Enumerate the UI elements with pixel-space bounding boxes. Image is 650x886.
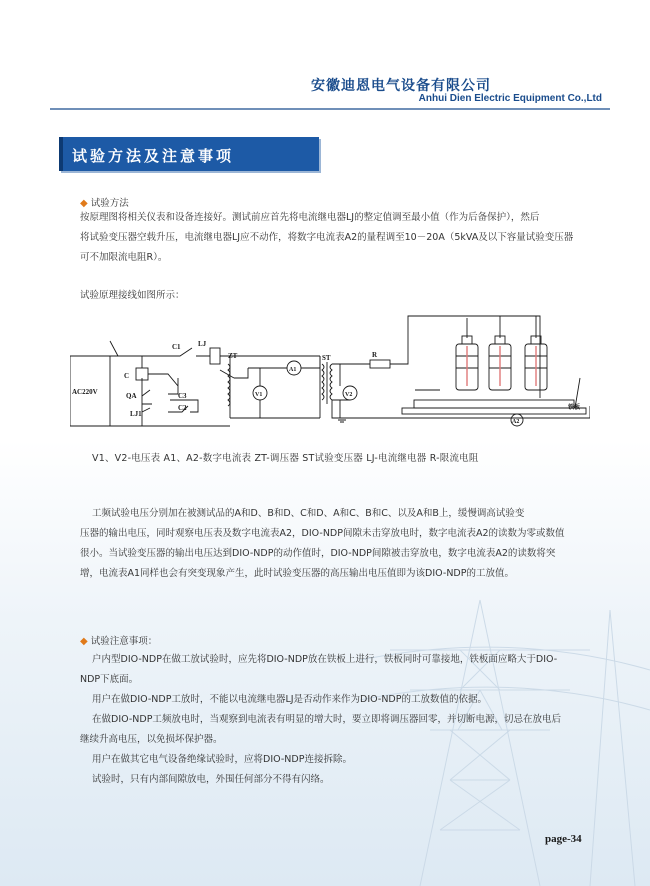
note-line: 用户在做DIO-NDP工放时，不能以电流继电器LJ是否动作来作为DIO-NDP的工放数值的依据。	[92, 694, 487, 705]
label-qa: QA	[126, 392, 137, 400]
company-name-en: Anhui Dien Electric Equipment Co.,Ltd	[418, 93, 602, 104]
diagram-intro: 试验原理接线如图所示：	[80, 290, 185, 301]
label-lj1: LJ1	[130, 410, 142, 418]
method-line: 可不加限流电阻R）。	[80, 252, 168, 263]
label-a1: A1	[289, 367, 297, 373]
label-c3: C3	[178, 392, 187, 400]
body-line: 压器的输出电压，同时观察电压表及数字电流表A2，DIO-NDP间隙未击穿放电时，数字电流表A2的读数为零或数值	[80, 528, 565, 539]
label-a2: A2	[512, 419, 520, 425]
method-line: 将试验变压器空载升压，电流继电器LJ应不动作，将数字电流表A2的量程调至10－20A（5kVA及以下容量试验变压器	[80, 232, 574, 243]
diamond-bullet-icon: ◆	[80, 636, 88, 647]
label-c2: C2	[178, 404, 187, 412]
method-line: 按原理图将相关仪表和设备连接好。测试前应首先将电流继电器LJ的整定值调至最小值（作为后备保护），然后	[80, 212, 540, 223]
note-line: 在做DIO-NDP工频放电时，当观察到电流表有明显的增大时，要立即将调压器回零，并切断电源，切忌在放电后	[92, 714, 561, 725]
label-zt: ZT	[228, 352, 238, 360]
body-line: 很小。当试验变压器的输出电压达到DIO-NDP的动作值时，DIO-NDP间隙被击穿放电，数字电流表A2的读数将突	[80, 548, 556, 559]
notes-heading-row	[80, 633, 157, 647]
label-ac220v: AC220V	[72, 388, 98, 396]
method-paragraph	[80, 208, 592, 268]
method-heading-row	[80, 195, 129, 209]
label-lj: LJ	[198, 340, 207, 348]
section-title: 试验方法及注意事项	[72, 147, 235, 165]
header-divider	[50, 108, 610, 110]
label-v2: V2	[345, 392, 353, 398]
company-name-cn: 安徽迪恩电气设备有限公司	[311, 78, 491, 94]
note-line: 用户在做其它电气设备绝缘试验时，应将DIO-NDP连接拆除。	[92, 754, 352, 765]
label-c1: C1	[172, 343, 181, 351]
notes-list	[80, 650, 592, 790]
diamond-bullet-icon: ◆	[80, 198, 88, 209]
label-st: ST	[322, 354, 331, 362]
diagram-caption: V1、V2-电压表 A1、A2-数字电流表 ZT-调压器 ST试验变压器 LJ-电流继电器 R-限流电阻	[92, 453, 479, 464]
body-paragraph	[80, 504, 592, 584]
note-line: 户内型DIO-NDP在做工放试验时，应先将DIO-NDP放在铁板上进行，铁板同时可靠接地，铁板面应略大于DIO-	[92, 654, 558, 665]
page-number: page-34	[545, 833, 582, 845]
label-v1: V1	[255, 392, 263, 398]
wiring-diagram	[70, 308, 590, 438]
label-iron-plate: 铁板	[568, 405, 581, 411]
notes-heading: 试验注意事项：	[90, 636, 158, 647]
note-line: NDP下底面。	[80, 674, 139, 685]
method-heading: 试验方法	[90, 198, 129, 209]
body-line: 增，电流表A1同样也会有突变现象产生，此时试验变压器的高压输出电压值即为该DIO-NDP的工放值。	[80, 568, 514, 579]
note-line: 试验时，只有内部间隙放电，外围任何部分不得有闪络。	[92, 774, 330, 785]
label-r: R	[372, 351, 378, 359]
note-line: 继续升高电压，以免损坏保护器。	[80, 734, 223, 745]
body-line: 工频试验电压分别加在被测试品的A和D、B和D、C和D、A和C、B和C、以及A和B上，缓慢调高试验变	[92, 508, 525, 519]
label-c: C	[124, 372, 130, 380]
